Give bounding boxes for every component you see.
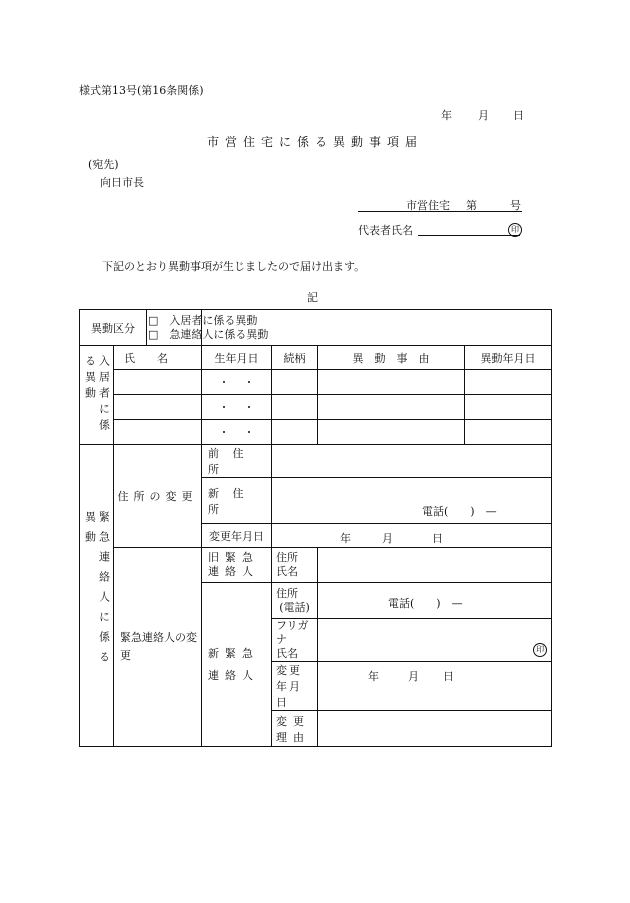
resident-birth-3[interactable]: ・・ [202,420,272,445]
resident-name-3[interactable] [114,420,202,445]
category-label: 異動区分 □ 入居者に係る異動 □ 急連絡人に係る異動 [80,310,202,346]
housing-line [358,197,522,212]
date-month: 月 [478,109,489,122]
prev-addr-field[interactable] [272,445,552,478]
resident-rel-1[interactable] [272,370,318,395]
resident-rel-2[interactable] [272,395,318,420]
change-date2-label: 変更年月日 [272,662,318,711]
new-addr-label: 新 住 所 [202,478,272,524]
new-contact-phone: 電話( ) — [388,597,463,610]
prev-addr-label: 前 住 所 [202,445,272,478]
old-contact-labels: 住所 氏名 [272,548,318,583]
resident-date-1[interactable] [465,370,552,395]
addressee-label: (宛先) [88,158,119,171]
change-date-field[interactable]: 年 月 日 [272,524,552,548]
change-date-label: 変更年月日 [202,524,272,548]
option-emergency[interactable]: □ 急連絡人に係る異動 [148,328,269,341]
housing-go: 号 [510,199,521,212]
col-relation: 続柄 [272,346,318,370]
new-addr-phone: 電話( ) — [422,505,497,518]
resident-reason-1[interactable] [318,370,465,395]
col-name: 氏 名 [114,346,202,370]
ki-label: 記 [307,291,318,304]
change-reason-field[interactable] [318,711,552,747]
new-contact-name-field[interactable] [318,619,552,662]
new-contact-label: 新緊急連絡人 [202,583,272,747]
resident-reason-2[interactable] [318,395,465,420]
col-date: 異動年月日 [465,346,552,370]
category-options-cell [202,310,552,346]
col-reason: 異 動 事 由 [318,346,465,370]
page-title: 市営住宅に係る異動事項届 [206,135,423,149]
option-resident[interactable]: □ 入居者に係る異動 [148,314,258,327]
resident-date-3[interactable] [465,420,552,445]
old-contact-field[interactable] [318,548,552,583]
resident-name-1[interactable] [114,370,202,395]
seal-icon: 印 [508,222,522,237]
resident-rel-3[interactable] [272,420,318,445]
housing-label: 市営住宅 [406,199,450,212]
resident-birth-2[interactable]: ・・ [202,395,272,420]
resident-label: 入居者に係る異動 [80,346,114,445]
furigana-label: フリガナ 氏名 [272,619,318,662]
change-reason-label: 変更理由 [272,711,318,747]
body-text: 下記のとおり異動事項が生じましたので届け出ます。 [102,260,366,273]
addr-change-label: 住所の変更 [114,445,202,548]
resident-date-2[interactable] [465,395,552,420]
date-year: 年 [441,109,452,122]
new-addr-field[interactable] [272,478,552,524]
old-contact-label: 旧緊急連絡人 [202,548,272,583]
new-contact-addr-label: 住所 (電話) [272,583,318,619]
change-date2-field[interactable]: 年 月 日 [318,662,552,711]
resident-reason-3[interactable] [318,420,465,445]
contact-change-label: 緊急連絡人の変更 [114,548,202,747]
resident-birth-1[interactable]: ・・ [202,370,272,395]
col-birth: 生年月日 [202,346,272,370]
addressee: 向日市長 [100,176,144,189]
rep-name-label: 代表者氏名 [358,224,413,237]
date-day: 日 [513,109,524,122]
new-contact-addr-field[interactable] [318,583,552,619]
form-number: 様式第13号(第16条関係) [79,84,204,97]
form-table [79,309,552,747]
emergency-label: 緊急連絡人に係る異動 [80,445,114,747]
rep-name-line[interactable] [418,235,520,236]
housing-dai: 第 [466,199,477,212]
resident-name-2[interactable] [114,395,202,420]
seal-icon: 印 [533,642,547,657]
